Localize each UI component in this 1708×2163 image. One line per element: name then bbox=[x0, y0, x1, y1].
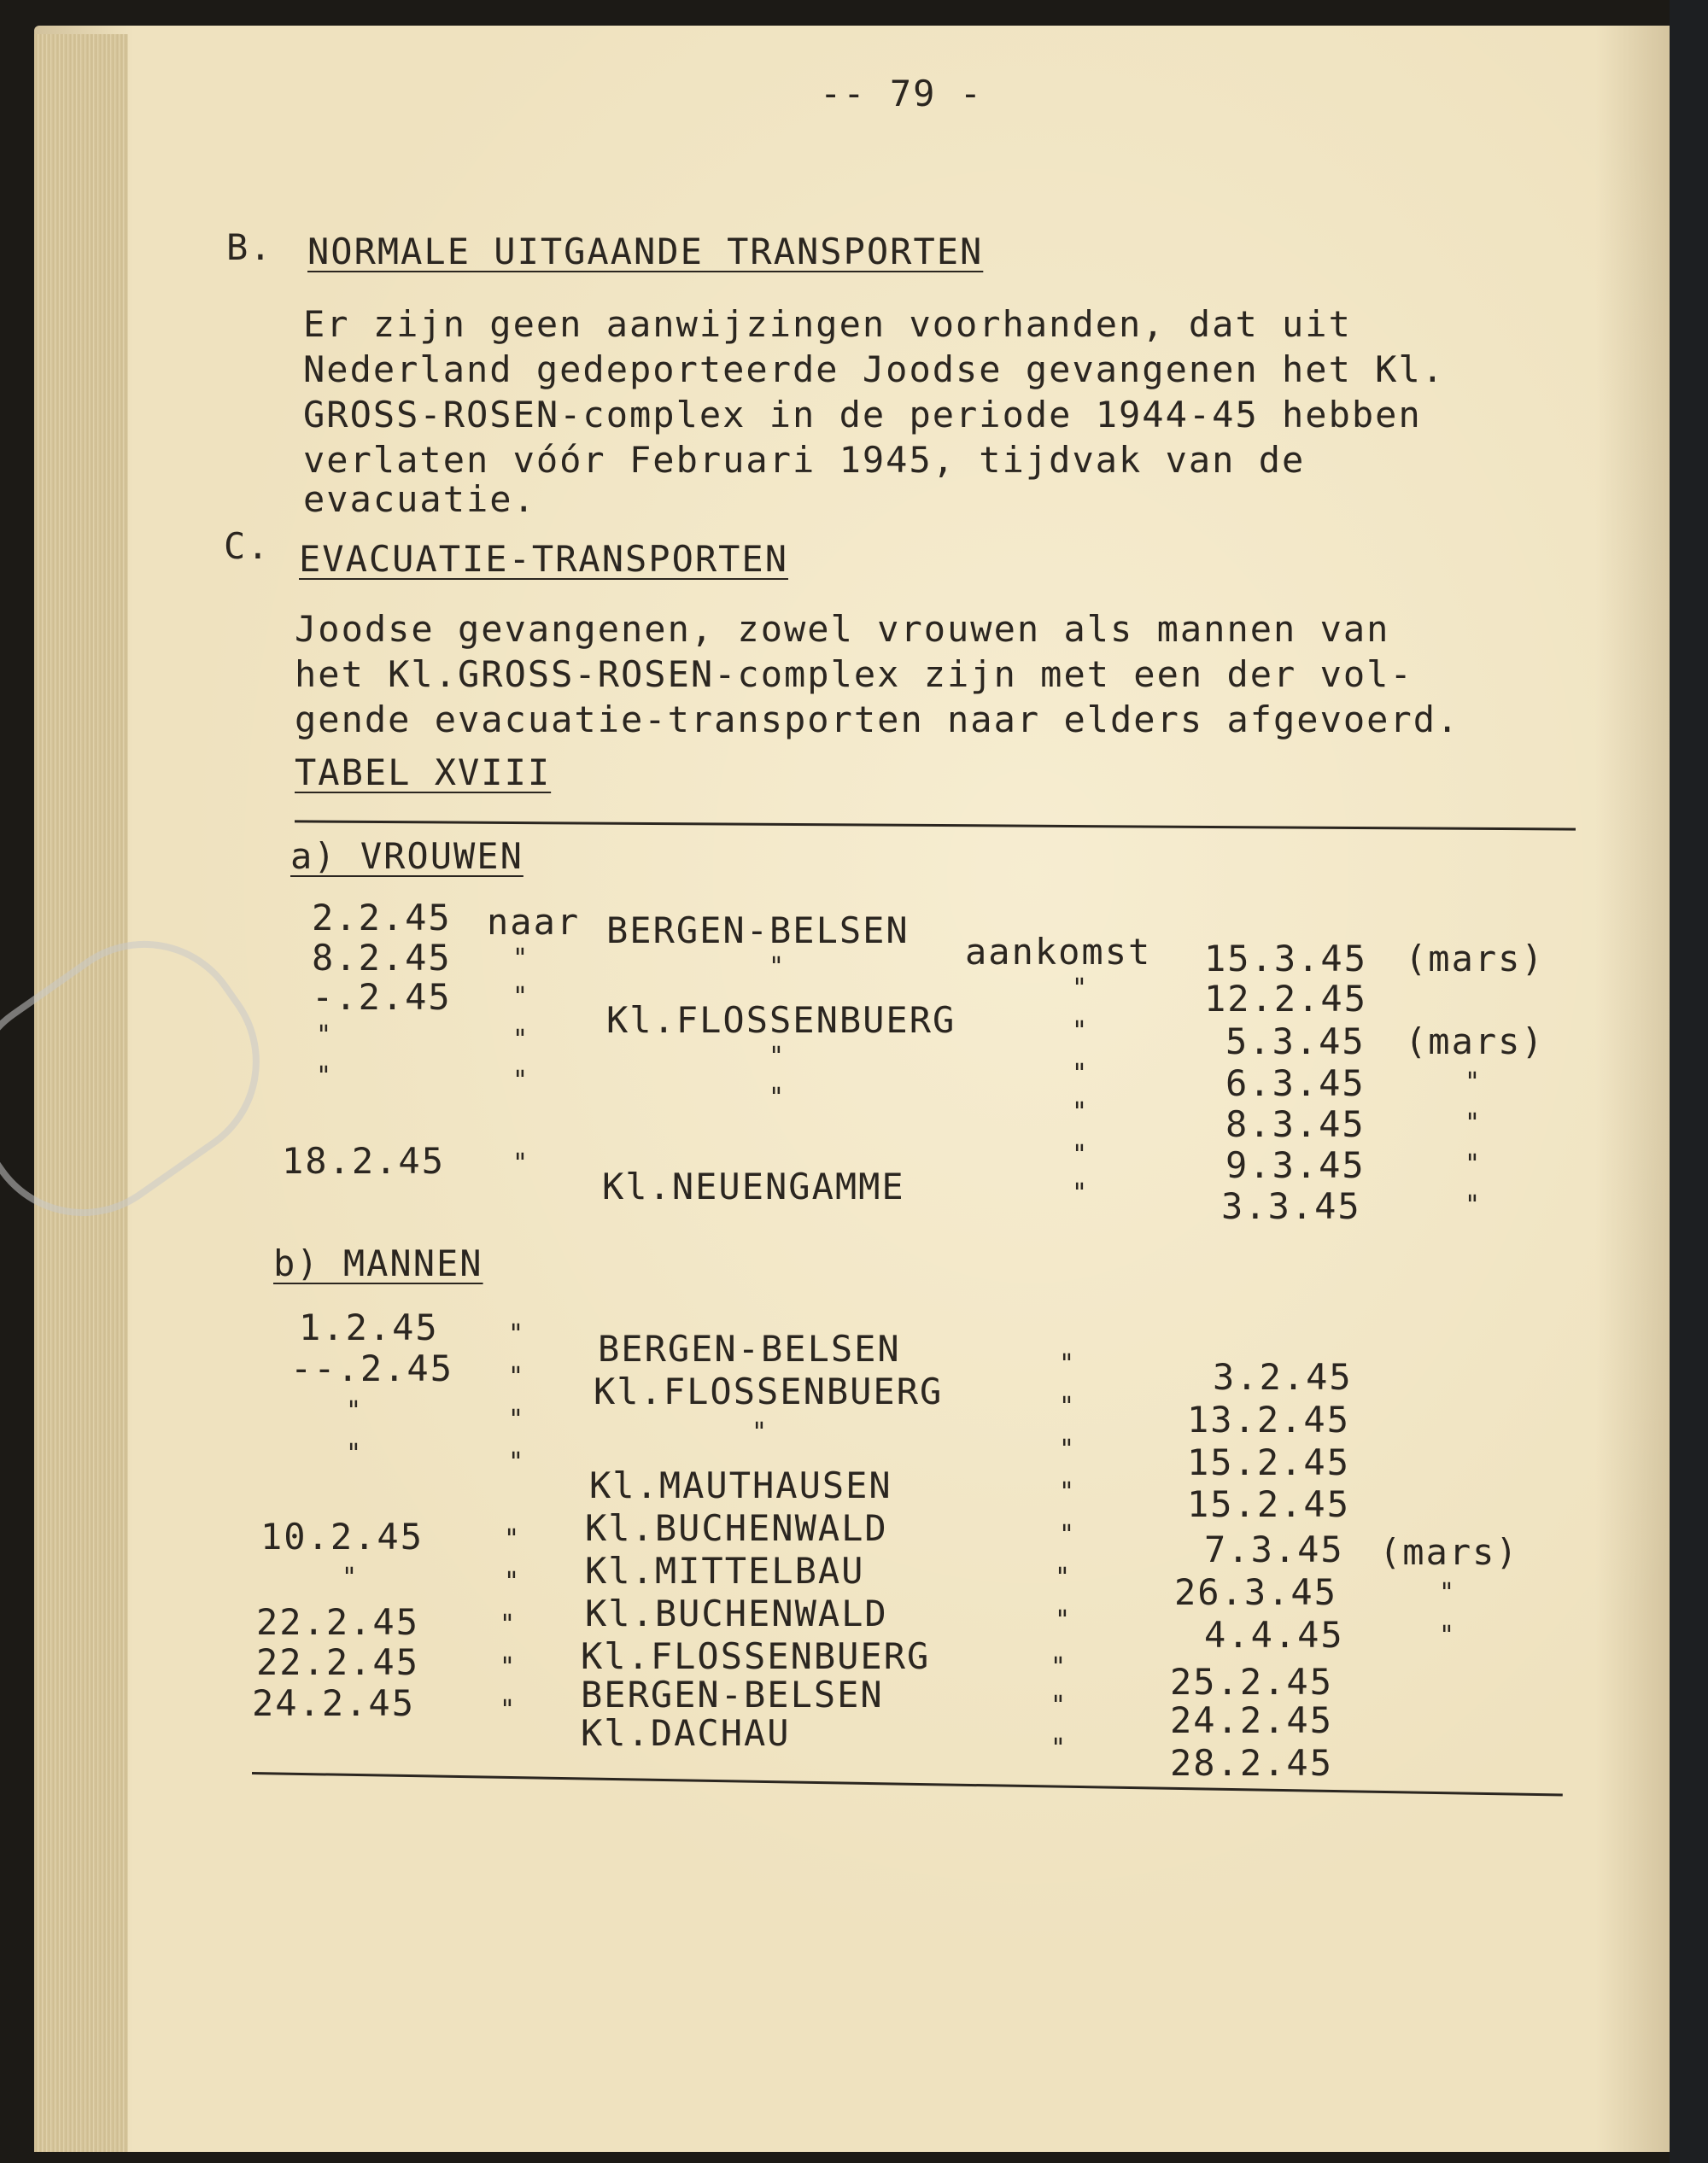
vrouwen-label: a) VROUWEN bbox=[290, 835, 524, 877]
table-cell-arrival: 24.2.45 bbox=[1170, 1699, 1334, 1741]
page-number: -- 79 - bbox=[820, 73, 984, 114]
table-cell-date: 1.2.45 bbox=[299, 1307, 439, 1348]
table-cell-naar: " bbox=[508, 1447, 524, 1477]
table-cell-note: (mars) bbox=[1405, 1020, 1545, 1062]
table-cell-arrival: 3.3.45 bbox=[1221, 1185, 1361, 1227]
table-cell-naar: " bbox=[500, 1695, 516, 1725]
table-cell-arrival: 15.2.45 bbox=[1187, 1483, 1351, 1525]
table-cell-aankomst: " bbox=[1072, 1016, 1088, 1046]
table-cell-date: 22.2.45 bbox=[256, 1641, 420, 1683]
section-c-line-1: Joodse gevangenen, zowel vrouwen als mannen van bbox=[295, 608, 1390, 650]
table-cell-arrival: 3.2.45 bbox=[1213, 1356, 1353, 1398]
table-cell-note: " bbox=[1465, 1190, 1481, 1220]
table-cell-naar: " bbox=[504, 1567, 520, 1597]
table-cell-destination: " bbox=[769, 1083, 785, 1113]
table-cell-naar: " bbox=[512, 1149, 529, 1178]
section-c-heading: EVACUATIE-TRANSPORTEN bbox=[299, 538, 789, 580]
table-cell-arrival: 15.2.45 bbox=[1187, 1441, 1351, 1483]
table-cell-aankomst: " bbox=[1072, 973, 1088, 1003]
table-cell-aankomst: " bbox=[1059, 1477, 1075, 1507]
table-cell-arrival: 13.2.45 bbox=[1187, 1399, 1351, 1441]
table-cell-destination: Kl.NEUENGAMME bbox=[602, 1166, 905, 1207]
table-cell-destination: Kl.BUCHENWALD bbox=[585, 1593, 888, 1634]
table-cell-aankomst: aankomst bbox=[965, 931, 1152, 973]
table-cell-aankomst: " bbox=[1059, 1349, 1075, 1379]
table-cell-aankomst: " bbox=[1072, 1140, 1088, 1170]
table-cell-date: " bbox=[346, 1439, 362, 1469]
section-b-label: B. bbox=[226, 226, 273, 268]
scan-background-edge bbox=[1670, 0, 1708, 2163]
section-b-line-2: Nederland gedeporteerde Joodse gevangenen het Kl. bbox=[303, 348, 1446, 390]
table-cell-destination: " bbox=[752, 1418, 768, 1447]
table-cell-aankomst: " bbox=[1072, 1178, 1088, 1208]
section-b-heading: NORMALE UITGAANDE TRANSPORTEN bbox=[307, 231, 984, 272]
table-cell-naar: " bbox=[512, 1025, 529, 1055]
table-cell-naar: " bbox=[500, 1610, 516, 1640]
table-cell-note: " bbox=[1465, 1067, 1481, 1097]
table-cell-date: 10.2.45 bbox=[260, 1516, 424, 1558]
table-cell-aankomst: " bbox=[1059, 1520, 1075, 1550]
table-cell-naar: " bbox=[512, 944, 529, 973]
table-cell-naar: naar bbox=[487, 901, 581, 943]
table-cell-aankomst: " bbox=[1059, 1392, 1075, 1422]
table-cell-destination: Kl.FLOSSENBUERG bbox=[581, 1635, 931, 1677]
table-cell-aankomst: " bbox=[1050, 1733, 1067, 1763]
table-cell-naar: " bbox=[500, 1652, 516, 1682]
table-cell-destination: Kl.FLOSSENBUERG bbox=[594, 1371, 944, 1412]
table-cell-arrival: 7.3.45 bbox=[1204, 1529, 1344, 1570]
mannen-label: b) MANNEN bbox=[273, 1242, 483, 1284]
table-cell-date: 24.2.45 bbox=[252, 1682, 416, 1724]
table-cell-naar: " bbox=[504, 1524, 520, 1554]
section-b-line-1: Er zijn geen aanwijzingen voorhanden, dat uit bbox=[303, 303, 1352, 345]
table-title: TABEL XVIII bbox=[295, 751, 552, 793]
table-cell-destination: " bbox=[769, 1042, 785, 1072]
table-cell-naar: " bbox=[512, 1066, 529, 1096]
section-c-line-2: het Kl.GROSS-ROSEN-complex zijn met een der vol- bbox=[295, 653, 1413, 695]
table-cell-aankomst: " bbox=[1059, 1435, 1075, 1464]
table-cell-date: " bbox=[316, 1020, 332, 1050]
section-c-line-3: gende evacuatie-transporten naar elders afgevoerd. bbox=[295, 699, 1460, 740]
section-c-label: C. bbox=[224, 525, 271, 567]
table-cell-arrival: 5.3.45 bbox=[1225, 1020, 1366, 1062]
table-cell-date: -.2.45 bbox=[312, 976, 452, 1018]
table-cell-note: (mars) bbox=[1405, 938, 1545, 979]
table-cell-note: " bbox=[1439, 1578, 1455, 1608]
section-b-line-5: evacuatie. bbox=[303, 478, 536, 520]
table-cell-aankomst: " bbox=[1055, 1563, 1071, 1593]
table-cell-note: " bbox=[1465, 1108, 1481, 1138]
table-cell-date: 22.2.45 bbox=[256, 1601, 420, 1643]
table-cell-arrival: 8.3.45 bbox=[1225, 1103, 1366, 1145]
table-cell-destination: BERGEN-BELSEN bbox=[598, 1328, 901, 1370]
table-cell-naar: " bbox=[508, 1362, 524, 1392]
table-cell-naar: " bbox=[508, 1319, 524, 1349]
table-cell-arrival: 4.4.45 bbox=[1204, 1614, 1344, 1656]
table-cell-naar: " bbox=[512, 982, 529, 1012]
table-cell-destination: Kl.MITTELBAU bbox=[585, 1550, 865, 1592]
table-cell-arrival: 15.3.45 bbox=[1204, 938, 1368, 979]
table-cell-note: " bbox=[1439, 1621, 1455, 1651]
table-cell-arrival: 26.3.45 bbox=[1174, 1571, 1338, 1613]
section-b-line-4: verlaten vóór Februari 1945, tijdvak van de bbox=[303, 439, 1306, 481]
table-cell-destination: Kl.MAUTHAUSEN bbox=[589, 1464, 892, 1506]
table-cell-arrival: 25.2.45 bbox=[1170, 1661, 1334, 1703]
table-cell-arrival: 6.3.45 bbox=[1225, 1062, 1366, 1104]
table-cell-aankomst: " bbox=[1050, 1652, 1067, 1682]
table-cell-destination: BERGEN-BELSEN bbox=[581, 1674, 884, 1716]
table-cell-arrival: 12.2.45 bbox=[1204, 978, 1368, 1020]
section-b-line-3: GROSS-ROSEN-complex in de periode 1944-45 hebben bbox=[303, 394, 1422, 436]
table-cell-date: 18.2.45 bbox=[282, 1140, 446, 1182]
table-cell-aankomst: " bbox=[1072, 1059, 1088, 1089]
table-cell-date: " bbox=[342, 1563, 358, 1593]
table-cell-date: " bbox=[346, 1396, 362, 1426]
table-cell-naar: " bbox=[508, 1405, 524, 1435]
table-cell-destination: Kl.FLOSSENBUERG bbox=[606, 999, 956, 1041]
table-cell-destination: " bbox=[769, 952, 785, 982]
table-cell-arrival: 9.3.45 bbox=[1225, 1144, 1366, 1186]
table-cell-date: " bbox=[316, 1061, 332, 1091]
table-cell-aankomst: " bbox=[1055, 1605, 1071, 1635]
table-cell-note: " bbox=[1465, 1149, 1481, 1179]
table-cell-date: --.2.45 bbox=[290, 1347, 454, 1389]
table-cell-arrival: 28.2.45 bbox=[1170, 1742, 1334, 1784]
table-cell-destination: Kl.BUCHENWALD bbox=[585, 1507, 888, 1549]
table-cell-aankomst: " bbox=[1072, 1097, 1088, 1127]
table-cell-date: 8.2.45 bbox=[312, 937, 452, 979]
table-cell-destination: BERGEN-BELSEN bbox=[606, 909, 910, 951]
table-cell-aankomst: " bbox=[1050, 1691, 1067, 1721]
table-cell-destination: Kl.DACHAU bbox=[581, 1712, 791, 1754]
table-cell-date: 2.2.45 bbox=[312, 897, 452, 938]
table-cell-note: (mars) bbox=[1379, 1531, 1519, 1573]
